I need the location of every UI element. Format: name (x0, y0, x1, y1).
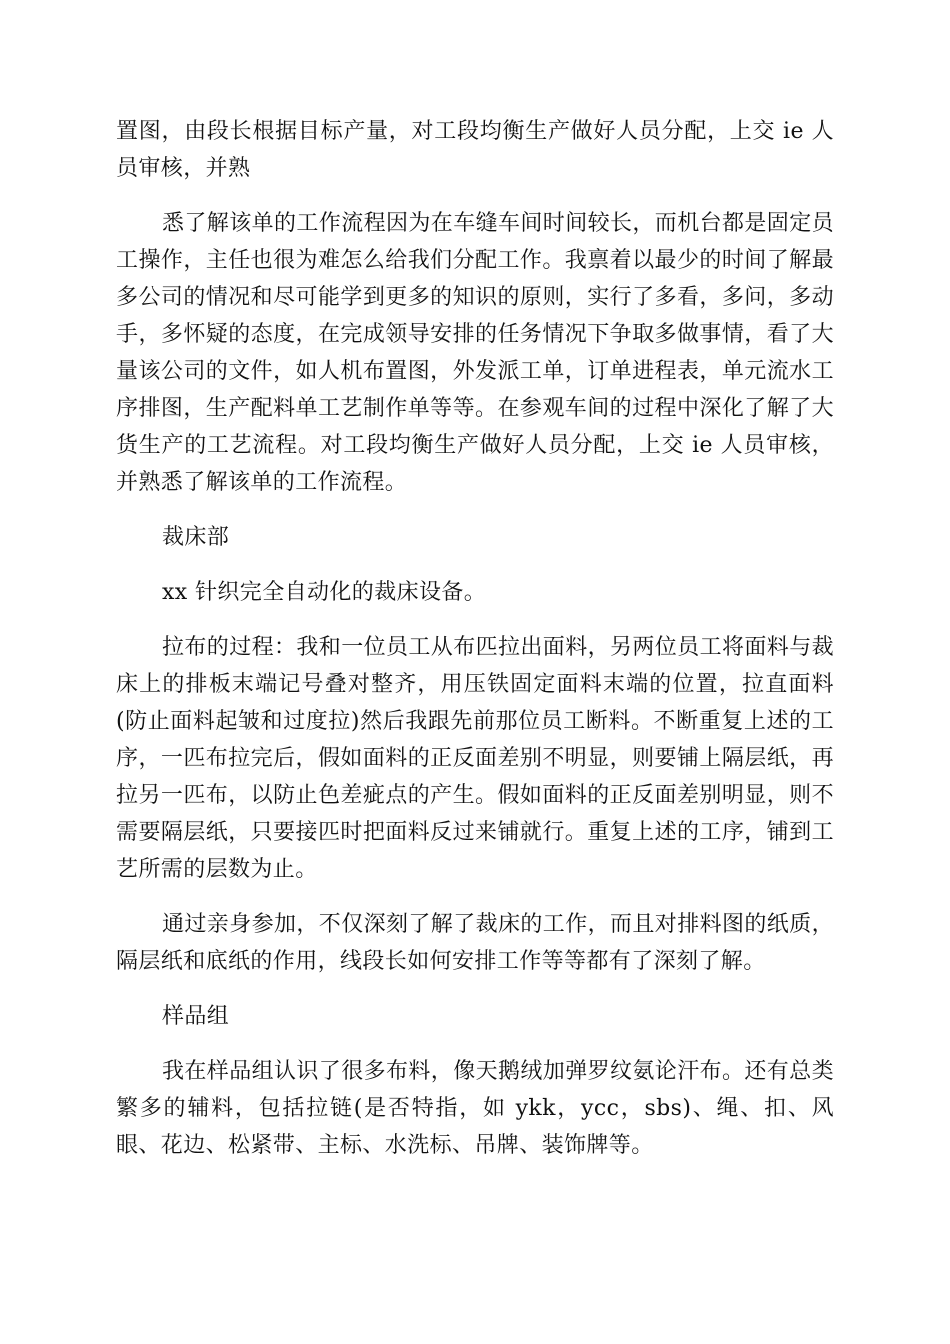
document-page (116, 113, 834, 1182)
paragraph-continued: 置图，由段长根据目标产量，对工段均衡生产做好人员分配，上交 ie 人员审核，并熟 (116, 119, 834, 181)
paragraph-samples: 我在样品组认识了很多布料，像天鹅绒加弹罗纹氨论汗布。还有总类繁多的辅料，包括拉链(是否特指，如 ykk，ycc，sbs)、绳、扣、风眼、花边、松紧带、主标、水洗标、吊牌、装饰牌等。 (116, 1059, 835, 1158)
section-heading-cutting: 裁床部 (162, 525, 230, 550)
section-heading-samples: 样品组 (162, 1004, 230, 1029)
paragraph-spreading-process: 拉布的过程：我和一位员工从布匹拉出面料，另两位员工将面料与裁床上的排板末端记号叠对整齐，用压铁固定面料末端的位置，拉直面料(防止面料起皱和过度拉)然后我跟先前那位员工断料。不断重复上述的工序，一匹布拉完后，假如面料的正反面差别不明显，则要铺上隔层纸，再拉另一匹布，以防止色差疵点的产生。假如面料的正反面差别明显，则不需要隔层纸，只要接匹时把面料反过来铺就行。重复上述的工序，铺到工艺所需的层数为止。 (116, 635, 835, 882)
paragraph-workflow: 悉了解该单的工作流程因为在车缝车间时间较长，而机台都是固定员工操作，主任也很为难怎么给我们分配工作。我禀着以最少的时间了解最多公司的情况和尽可能学到更多的知识的原则，实行了多看，多问，多动手，多怀疑的态度，在完成领导安排的任务情况下争取多做事情，看了大量该公司的文件，如人机布置图，外发派工单，订单进程表，单元流水工序排图，生产配料单工艺制作单等等。在参观车间的过程中深化了解了大货生产的工艺流程。对工段均衡生产做好人员分配，上交 ie 人员审核，并熟悉了解该单的工作流程。 (116, 211, 835, 495)
paragraph-cutting-equipment: xx 针织完全自动化的裁床设备。 (162, 580, 487, 605)
paragraph-cutting-summary: 通过亲身参加，不仅深刻了解了裁床的工作，而且对排料图的纸质，隔层纸和底纸的作用，线段长如何安排工作等等都有了深刻了解。 (116, 912, 835, 974)
